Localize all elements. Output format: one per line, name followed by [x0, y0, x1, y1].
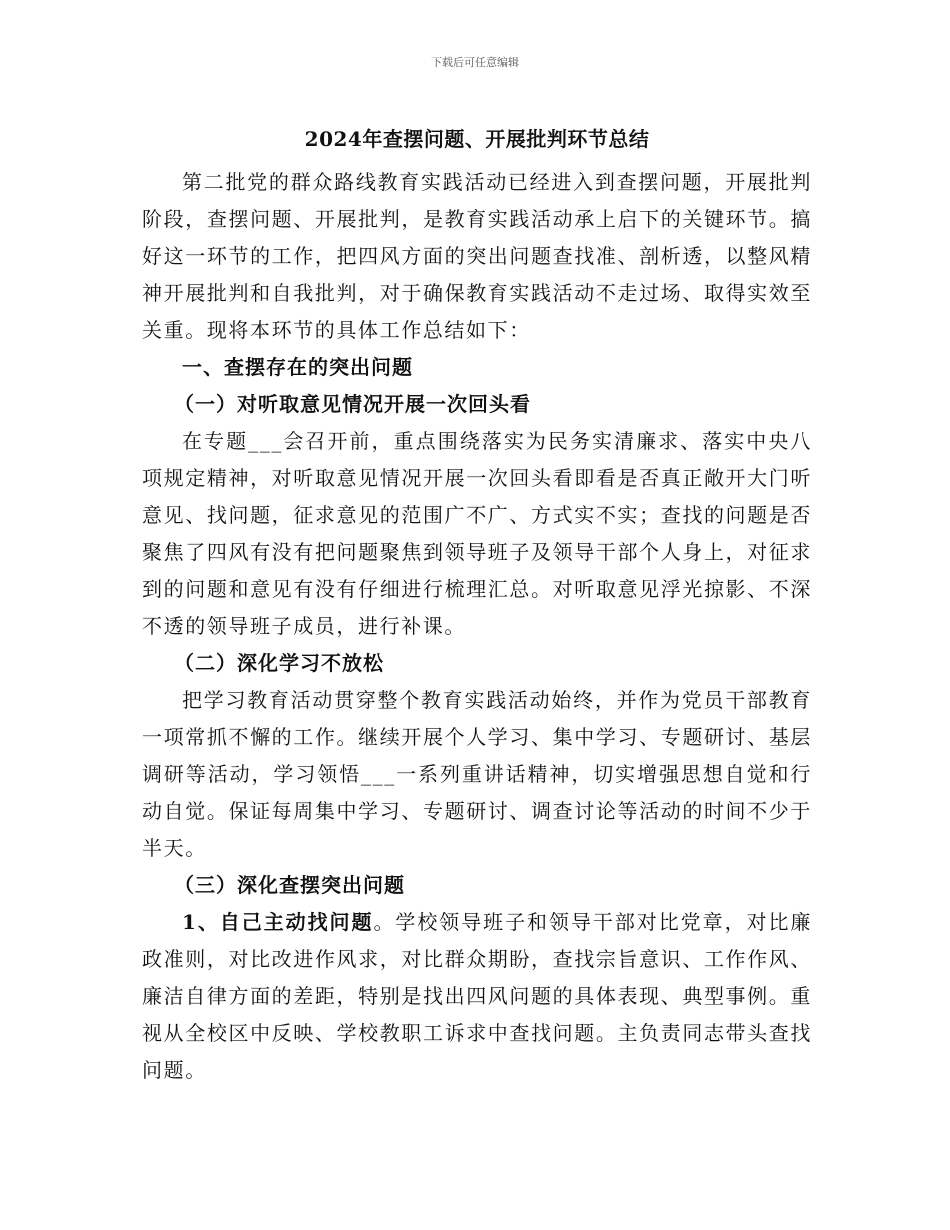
intro-paragraph: 第二批党的群众路线教育实践活动已经进入到查摆问题，开展批判阶段，查摆问题、开展批判，是教育实践活动承上启下的关键环节。搞好这一环节的工作，把四风方面的突出问题查找准、剖析透，以整风精神开展批判和自我批判，对于确保教育实践活动不走过场、取得实效至关重。现将本环节的具体工作总结如下：: [142, 170, 812, 342]
subsection-heading-1: （一）对听取意见情况开展一次回头看: [174, 392, 531, 416]
subsection-heading-3: （三）深化查摆突出问题: [174, 873, 405, 897]
document-body: [142, 124, 812, 1089]
item-text-1: 。学校领导班子和领导干部对比党章，对比廉政准则，对比改进作风求，对比群众期盼，查找宗旨意识、工作作风、廉洁自律方面的差距，特别是找出四风问题的具体表现、典型事例。重视从全校区中反映、学校教职工诉求中查找问题。主负责同志带头查找问题。: [142, 910, 813, 1082]
subsection-heading-2: （二）深化学习不放松: [174, 651, 384, 675]
item-lead-1: 1、自己主动找问题: [182, 910, 374, 934]
section-heading-1: 一、查摆存在的突出问题: [182, 355, 413, 379]
subsection-paragraph-1: 在专题___会召开前，重点围绕落实为民务实清廉求、落实中央八项规定精神，对听取意见情况开展一次回头看即看是否真正敞开大门听意见、找问题，征求意见的范围广不广、方式实不实；查找的问题是否聚焦了四风有没有把问题聚焦到领导班子及领导干部个人身上，对征求到的问题和意见有没有仔细进行梳理汇总。对听取意见浮光掠影、不深不透的领导班子成员，进行补课。: [142, 429, 812, 638]
header-note: 下载后可任意编辑: [431, 56, 519, 69]
item-paragraph-1: [142, 904, 812, 1089]
document-title: 2024年查摆问题、开展批判环节总结: [304, 127, 650, 151]
subsection-paragraph-2: 把学习教育活动贯穿整个教育实践活动始终，并作为党员干部教育一项常抓不懈的工作。继续开展个人学习、集中学习、专题研讨、基层调研等活动，学习领悟___一系列重讲话精神，切实增强思想自觉和行动自觉。保证每周集中学习、专题研讨、调查讨论等活动的时间不少于半天。: [142, 688, 812, 860]
